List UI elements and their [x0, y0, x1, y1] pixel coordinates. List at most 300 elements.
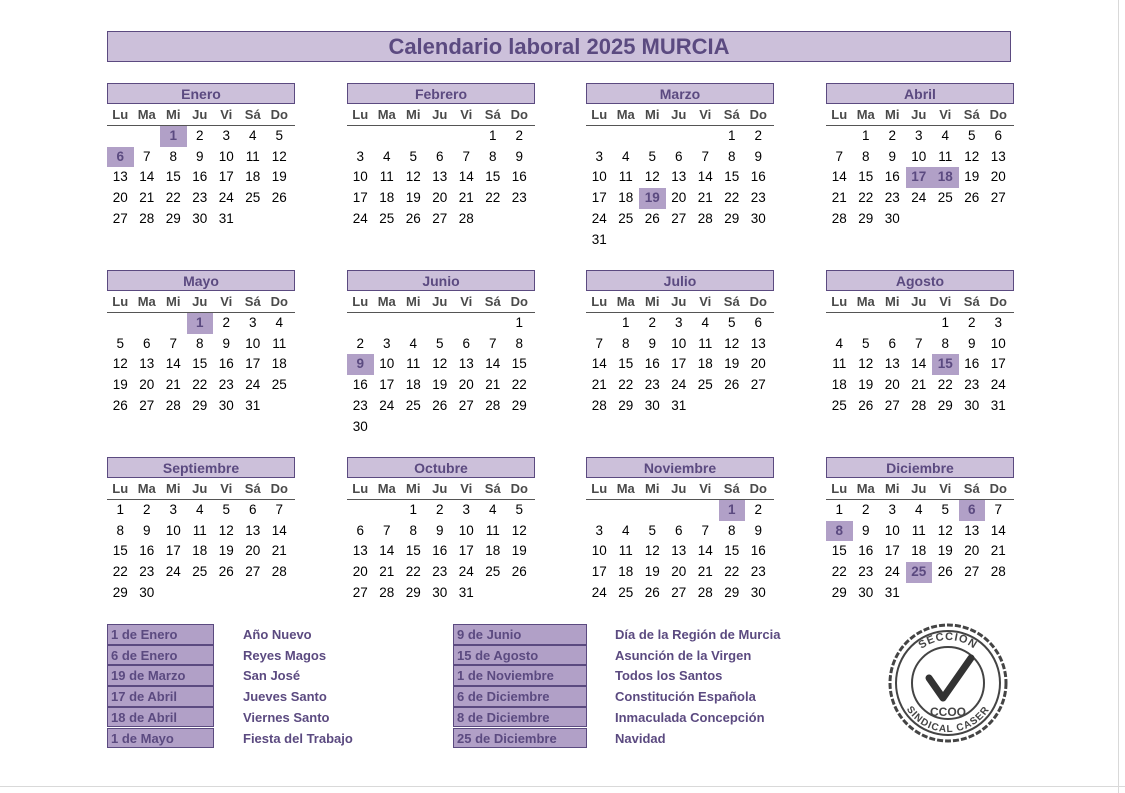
day-cell: 12 [644, 543, 660, 559]
day-cell: 17 [671, 356, 687, 372]
day-cell: 27 [352, 584, 368, 600]
weekday-label: Ju [432, 481, 448, 496]
day-cell: 3 [169, 502, 177, 517]
day-cell: 25 [697, 377, 713, 393]
day-cell: 13 [671, 543, 687, 559]
day-cell: 29 [724, 210, 740, 226]
day-cell: 23 [858, 564, 874, 580]
weekday-label: Sá [244, 107, 261, 122]
day-cell: 6 [142, 335, 151, 351]
legend-holiday-name: Navidad [615, 730, 666, 746]
legend-holiday-name: Reyes Magos [243, 647, 327, 663]
day-cell: 30 [432, 584, 448, 600]
day-cell: 5 [435, 335, 444, 351]
weekday-label: Ma [616, 107, 635, 122]
weekday-label: Lu [831, 107, 848, 122]
day-cell: 29 [192, 397, 208, 413]
stamp-center-text: CCOO [930, 705, 966, 719]
weekday-label: Vi [220, 481, 233, 496]
day-cell: 13 [112, 169, 128, 185]
day-cell: 12 [511, 522, 527, 538]
day-cell: 20 [671, 564, 687, 580]
day-cell: 22 [618, 377, 634, 393]
weekday-label: Do [749, 481, 767, 496]
day-cell: 4 [195, 502, 204, 517]
day-cell: 7 [142, 148, 151, 164]
month-septiembre [107, 457, 295, 625]
day-cell: 20 [458, 377, 474, 393]
day-cell: 10 [671, 335, 687, 351]
weekday-label: Vi [699, 107, 712, 122]
day-cell: 16 [218, 356, 234, 372]
day-cell: 20 [112, 190, 128, 206]
holiday-day-cell: 17 [906, 167, 933, 188]
day-cell: 5 [116, 335, 124, 351]
day-cell: 4 [621, 148, 630, 164]
day-cell: 3 [595, 148, 603, 164]
weekday-row [347, 291, 535, 313]
day-cell: 16 [644, 356, 660, 372]
day-cell: 18 [831, 377, 847, 393]
month-mayo [107, 270, 295, 438]
day-cell: 28 [697, 584, 713, 600]
day-cell: 10 [884, 522, 900, 538]
day-cell: 17 [990, 356, 1006, 372]
weekday-label: Vi [220, 294, 233, 309]
legend-date: 9 de Junio [453, 624, 587, 645]
page-title: Calendario laboral 2025 MURCIA [107, 31, 1011, 62]
month-febrero [347, 83, 535, 251]
day-cell: 2 [515, 128, 523, 143]
day-cell: 15 [724, 543, 740, 559]
month-header: Febrero [347, 83, 535, 104]
day-cell: 13 [139, 356, 155, 372]
weekday-label: Ma [137, 294, 156, 309]
day-cell: 21 [271, 543, 287, 559]
day-cell: 15 [192, 356, 208, 372]
day-cell: 5 [861, 335, 870, 351]
legend-date: 1 de Mayo [107, 728, 214, 749]
day-cell: 28 [831, 210, 847, 226]
day-grid [347, 500, 535, 625]
day-cell: 3 [595, 522, 603, 538]
day-cell: 9 [648, 335, 656, 351]
weekday-label: Ma [137, 481, 156, 496]
day-cell: 12 [405, 169, 421, 185]
weekday-label: Do [749, 294, 767, 309]
day-cell: 19 [937, 543, 953, 559]
day-cell: 17 [218, 169, 234, 185]
day-cell: 11 [272, 335, 287, 351]
holiday-day-cell: 9 [347, 354, 374, 375]
day-cell: 22 [858, 190, 874, 206]
day-cell: 28 [697, 210, 713, 226]
day-cell: 10 [591, 543, 607, 559]
day-cell: 12 [218, 522, 234, 538]
weekday-label: Mi [885, 294, 900, 309]
day-cell: 6 [754, 315, 762, 330]
day-cell: 7 [914, 335, 923, 351]
day-cell: 28 [458, 210, 474, 226]
day-cell: 15 [405, 543, 421, 559]
day-cell: 30 [964, 397, 980, 413]
day-cell: 19 [724, 356, 740, 372]
day-cell: 24 [245, 377, 261, 393]
weekday-label: Sá [244, 481, 261, 496]
weekday-label: Sá [723, 107, 740, 122]
day-cell: 3 [674, 315, 683, 330]
legend-date: 19 de Marzo [107, 665, 214, 686]
weekday-label: Lu [112, 481, 129, 496]
legend-holiday-name: Todos los Santos [615, 668, 723, 684]
day-cell: 9 [195, 148, 204, 164]
day-cell: 8 [941, 335, 949, 351]
day-cell: 3 [462, 502, 470, 517]
day-cell: 7 [382, 522, 391, 538]
day-cell: 24 [990, 377, 1006, 393]
day-cell: 2 [648, 315, 656, 330]
weekday-label: Vi [460, 107, 473, 122]
day-cell: 22 [165, 190, 181, 206]
weekday-label: Lu [352, 481, 369, 496]
day-cell: 23 [218, 377, 234, 393]
weekday-row [826, 291, 1014, 313]
day-cell: 9 [888, 148, 896, 164]
weekday-label: Ju [192, 481, 208, 496]
weekday-label: Sá [723, 481, 740, 496]
day-cell: 22 [112, 564, 128, 580]
weekday-label: Mi [406, 107, 421, 122]
day-cell: 14 [831, 169, 847, 185]
day-cell: 25 [831, 397, 847, 413]
weekday-label: Do [989, 481, 1007, 496]
weekday-label: Sá [484, 107, 501, 122]
day-cell: 13 [750, 335, 766, 351]
day-cell: 28 [139, 210, 155, 226]
day-cell: 17 [379, 377, 395, 393]
legend-date: 1 de Noviembre [453, 665, 587, 686]
day-cell: 29 [165, 210, 181, 226]
day-cell: 21 [139, 190, 155, 206]
day-cell: 20 [139, 377, 155, 393]
day-cell: 27 [671, 210, 687, 226]
day-cell: 29 [511, 397, 527, 413]
day-cell: 2 [754, 128, 762, 143]
day-cell: 4 [488, 502, 497, 517]
day-cell: 10 [218, 148, 234, 164]
day-cell: 7 [595, 335, 603, 351]
day-cell: 17 [165, 543, 181, 559]
day-cell: 26 [405, 210, 421, 226]
day-cell: 5 [648, 522, 656, 538]
day-grid [826, 500, 1014, 625]
day-cell: 17 [591, 190, 607, 206]
day-cell: 25 [618, 584, 634, 600]
day-cell: 4 [248, 128, 257, 143]
weekday-row [826, 104, 1014, 126]
day-cell: 17 [245, 356, 261, 372]
day-cell: 22 [937, 377, 953, 393]
day-cell: 10 [911, 148, 927, 164]
weekday-label: Mi [645, 107, 660, 122]
legend-holiday-name: Día de la Región de Murcia [615, 627, 781, 642]
day-cell: 21 [990, 543, 1006, 559]
day-cell: 25 [379, 210, 395, 226]
weekday-label: Do [510, 294, 528, 309]
day-cell: 9 [142, 522, 151, 538]
legend-holiday-name: Fiesta del Trabajo [243, 730, 353, 746]
day-cell: 11 [245, 148, 260, 164]
day-cell: 13 [671, 169, 687, 185]
weekday-label: Do [989, 107, 1007, 122]
day-cell: 23 [644, 377, 660, 393]
day-cell: 6 [674, 148, 683, 164]
day-cell: 23 [352, 397, 368, 413]
weekday-label: Lu [591, 294, 608, 309]
day-cell: 26 [271, 190, 287, 206]
day-cell: 27 [964, 564, 980, 580]
weekday-row [586, 104, 774, 126]
weekday-row [107, 291, 295, 313]
day-cell: 9 [515, 148, 523, 164]
day-cell: 4 [621, 522, 630, 538]
day-cell: 31 [458, 584, 474, 600]
day-cell: 31 [884, 584, 900, 600]
day-cell: 13 [884, 356, 900, 372]
weekday-row [347, 478, 535, 500]
day-cell: 8 [727, 148, 736, 164]
day-cell: 21 [485, 377, 501, 393]
day-cell: 28 [591, 397, 607, 413]
day-cell: 6 [248, 502, 257, 517]
day-cell: 14 [485, 356, 501, 372]
day-cell: 14 [697, 169, 713, 185]
day-cell: 24 [458, 564, 474, 580]
weekday-label: Ju [671, 107, 687, 122]
weekday-label: Ma [856, 107, 875, 122]
weekday-label: Sá [244, 294, 261, 309]
day-grid [107, 126, 295, 251]
legend-date: 18 de Abril [107, 707, 214, 728]
day-cell: 16 [750, 169, 766, 185]
day-cell: 8 [621, 335, 630, 351]
weekday-label: Ju [671, 294, 687, 309]
day-cell: 17 [458, 543, 474, 559]
day-cell: 25 [485, 564, 501, 580]
weekday-label: Vi [939, 481, 952, 496]
day-cell: 4 [275, 315, 283, 330]
day-cell: 22 [192, 377, 208, 393]
legend-holiday-name: Jueves Santo [243, 689, 327, 705]
weekday-label: Ma [137, 107, 156, 122]
day-cell: 20 [671, 190, 687, 206]
day-cell: 27 [884, 397, 900, 413]
day-cell: 16 [432, 543, 448, 559]
day-grid [347, 126, 535, 251]
day-grid [826, 126, 1014, 251]
day-cell: 15 [485, 169, 501, 185]
month-header: Agosto [826, 270, 1014, 291]
weekday-label: Ju [432, 294, 448, 309]
holiday-day-cell: 6 [959, 500, 986, 521]
day-grid [586, 500, 774, 625]
day-cell: 12 [964, 148, 980, 164]
day-cell: 13 [964, 522, 980, 538]
weekday-label: Lu [831, 481, 848, 496]
day-grid [347, 313, 535, 438]
weekday-row [586, 478, 774, 500]
day-cell: 28 [165, 397, 181, 413]
day-cell: 14 [379, 543, 395, 559]
day-cell: 22 [485, 190, 501, 206]
day-cell: 19 [112, 377, 128, 393]
day-cell: 1 [621, 315, 630, 330]
day-cell: 21 [697, 190, 713, 206]
weekday-label: Ma [616, 294, 635, 309]
day-grid [826, 313, 1014, 438]
weekday-label: Vi [460, 294, 473, 309]
stamp-top-text: SECCIÓN [916, 630, 980, 652]
day-cell: 15 [112, 543, 128, 559]
day-cell: 30 [644, 397, 660, 413]
day-cell: 7 [462, 148, 470, 164]
day-cell: 8 [195, 335, 204, 351]
day-cell: 26 [218, 564, 234, 580]
weekday-row [826, 478, 1014, 500]
day-cell: 13 [990, 148, 1006, 164]
day-cell: 14 [911, 356, 927, 372]
day-cell: 10 [379, 356, 395, 372]
weekday-label: Ma [377, 481, 396, 496]
weekday-label: Lu [112, 294, 129, 309]
month-header: Enero [107, 83, 295, 104]
day-cell: 9 [435, 522, 444, 538]
day-cell: 29 [858, 210, 874, 226]
day-cell: 26 [937, 564, 953, 580]
day-cell: 30 [884, 210, 900, 226]
month-header: Noviembre [586, 457, 774, 478]
day-cell: 11 [485, 522, 500, 538]
day-cell: 11 [406, 356, 421, 372]
day-cell: 25 [192, 564, 208, 580]
day-cell: 2 [861, 502, 870, 517]
day-cell: 4 [701, 315, 709, 330]
day-cell: 2 [195, 128, 204, 143]
day-cell: 19 [218, 543, 234, 559]
day-cell: 16 [884, 169, 900, 185]
day-cell: 26 [724, 377, 740, 393]
holiday-day-cell: 1 [160, 126, 187, 147]
day-cell: 18 [911, 543, 927, 559]
day-cell: 4 [941, 128, 949, 143]
month-abril [826, 83, 1014, 251]
day-cell: 22 [511, 377, 527, 393]
day-cell: 5 [222, 502, 230, 517]
weekday-label: Mi [406, 294, 421, 309]
weekday-label: Ju [192, 107, 208, 122]
day-cell: 14 [591, 356, 607, 372]
day-cell: 15 [831, 543, 847, 559]
weekday-row [347, 104, 535, 126]
day-cell: 29 [724, 584, 740, 600]
day-cell: 5 [409, 148, 417, 164]
month-junio [347, 270, 535, 438]
weekday-label: Lu [831, 294, 848, 309]
day-cell: 4 [409, 335, 417, 351]
day-cell: 15 [724, 169, 740, 185]
month-noviembre [586, 457, 774, 625]
day-cell: 20 [990, 169, 1006, 185]
day-cell: 20 [352, 564, 368, 580]
month-header: Septiembre [107, 457, 295, 478]
day-cell: 27 [671, 584, 687, 600]
weekday-label: Sá [963, 294, 980, 309]
weekday-label: Ma [377, 294, 396, 309]
day-cell: 10 [165, 522, 181, 538]
day-cell: 14 [990, 522, 1006, 538]
day-cell: 23 [432, 564, 448, 580]
day-cell: 21 [697, 564, 713, 580]
union-stamp [885, 620, 1011, 746]
day-cell: 12 [937, 522, 953, 538]
day-cell: 20 [884, 377, 900, 393]
weekday-label: Lu [352, 294, 369, 309]
day-cell: 2 [754, 502, 762, 517]
day-cell: 29 [112, 584, 128, 600]
day-cell: 19 [644, 564, 660, 580]
day-cell: 10 [990, 335, 1006, 351]
day-cell: 8 [727, 522, 736, 538]
weekday-label: Lu [591, 107, 608, 122]
day-cell: 29 [618, 397, 634, 413]
day-cell: 1 [835, 502, 843, 517]
day-cell: 29 [937, 397, 953, 413]
weekday-label: Ju [911, 107, 927, 122]
weekday-label: Sá [723, 294, 740, 309]
day-cell: 27 [750, 377, 766, 393]
day-cell: 11 [192, 522, 207, 538]
day-cell: 1 [488, 128, 497, 143]
day-cell: 7 [994, 502, 1002, 517]
day-cell: 30 [750, 210, 766, 226]
holiday-day-cell: 19 [639, 188, 666, 209]
day-cell: 6 [888, 335, 896, 351]
day-cell: 7 [701, 148, 709, 164]
day-cell: 22 [724, 190, 740, 206]
day-cell: 30 [750, 584, 766, 600]
day-cell: 30 [192, 210, 208, 226]
day-grid [107, 313, 295, 438]
day-cell: 16 [750, 543, 766, 559]
day-cell: 19 [271, 169, 287, 185]
weekday-label: Sá [484, 481, 501, 496]
day-cell: 22 [831, 564, 847, 580]
day-cell: 9 [967, 335, 976, 351]
legend-date: 8 de Diciembre [453, 707, 587, 728]
day-cell: 10 [352, 169, 368, 185]
day-cell: 16 [964, 356, 980, 372]
day-cell: 30 [858, 584, 874, 600]
day-cell: 23 [139, 564, 155, 580]
day-cell: 23 [192, 190, 208, 206]
holiday-day-cell: 6 [107, 147, 134, 168]
day-cell: 11 [938, 148, 953, 164]
day-grid [586, 126, 774, 251]
day-cell: 2 [142, 502, 151, 517]
day-cell: 1 [515, 315, 523, 330]
svg-text:SECCIÓN [916, 631, 979, 652]
day-cell: 20 [964, 543, 980, 559]
